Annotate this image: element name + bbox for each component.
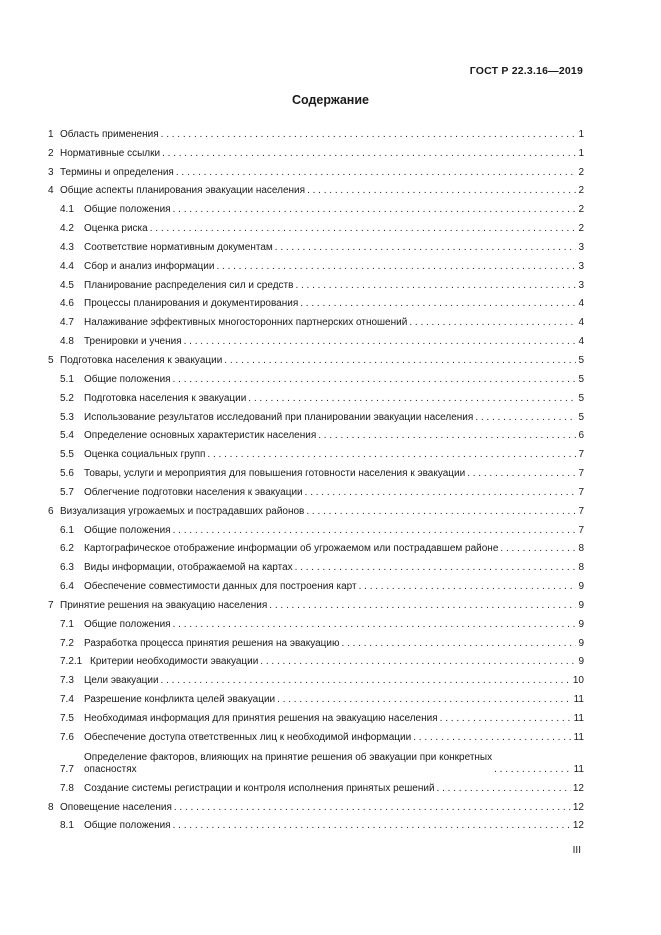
toc-dot-leader bbox=[173, 619, 577, 631]
toc-entry[interactable] bbox=[48, 424, 584, 443]
toc-entry[interactable] bbox=[48, 776, 584, 795]
toc-dot-leader bbox=[307, 185, 576, 197]
toc-entry-page: 12 bbox=[572, 801, 584, 813]
toc-entry-page: 7 bbox=[578, 468, 584, 480]
toc-entry-title: Виды информации, отображаемой на картах bbox=[84, 562, 293, 574]
toc-dot-leader bbox=[173, 525, 577, 537]
document-standard-code: ГОСТ Р 22.3.16—2019 bbox=[469, 65, 583, 77]
toc-entry-page: 12 bbox=[572, 782, 584, 794]
toc-dot-leader bbox=[184, 336, 577, 348]
toc-entry-number: 7 bbox=[48, 599, 54, 611]
toc-dot-leader bbox=[475, 412, 576, 424]
toc-entry-page: 2 bbox=[578, 204, 584, 216]
toc-dot-leader bbox=[150, 223, 577, 235]
toc-entry[interactable] bbox=[48, 254, 584, 273]
toc-dot-leader bbox=[269, 600, 576, 612]
toc-entry-title: Общие положения bbox=[84, 373, 171, 385]
toc-entry-title: Планирование распределения сил и средств bbox=[84, 279, 294, 291]
toc-dot-leader bbox=[440, 713, 572, 725]
toc-dot-leader bbox=[500, 543, 576, 555]
toc-dot-leader bbox=[161, 129, 577, 141]
toc-dot-leader bbox=[173, 820, 571, 832]
toc-dot-leader bbox=[174, 802, 571, 814]
toc-entry[interactable] bbox=[48, 650, 584, 669]
toc-entry-page: 2 bbox=[578, 166, 584, 178]
toc-entry-page: 9 bbox=[578, 581, 584, 593]
toc-entry-number: 4 bbox=[48, 185, 54, 197]
toc-entry-number: 6.3 bbox=[60, 562, 74, 574]
toc-entry-number: 5.6 bbox=[60, 468, 74, 480]
toc-entry-number: 8.1 bbox=[60, 820, 74, 832]
toc-entry-number: 5.7 bbox=[60, 486, 74, 498]
toc-entry-title: Оценка социальных групп bbox=[84, 449, 206, 461]
toc-entry-title: Обеспечение совместимости данных для построения карт bbox=[84, 581, 357, 593]
toc-entry[interactable] bbox=[48, 668, 584, 687]
toc-entry-title-line: Определение факторов, влияющих на принятие решения об эвакуации при конкретных bbox=[84, 751, 493, 763]
toc-entry[interactable] bbox=[48, 273, 584, 292]
toc-entry-title-line: опасностях bbox=[84, 763, 137, 775]
toc-entry[interactable] bbox=[48, 179, 584, 198]
toc-entry-title: Общие положения bbox=[84, 524, 171, 536]
toc-entry[interactable] bbox=[48, 687, 584, 706]
toc-entry-page: 10 bbox=[572, 675, 584, 687]
toc-entry[interactable] bbox=[48, 518, 584, 537]
toc-dot-leader bbox=[318, 430, 576, 442]
toc-entry-title: Критерии необходимости эвакуации bbox=[90, 656, 259, 668]
toc-entry-number: 5.2 bbox=[60, 392, 74, 404]
toc-entry[interactable] bbox=[48, 480, 584, 499]
toc-entry-number: 5 bbox=[48, 354, 54, 366]
toc-entry-title: Нормативные ссылки bbox=[60, 147, 161, 159]
toc-entry[interactable] bbox=[48, 593, 584, 612]
toc-entry-page: 7 bbox=[578, 524, 584, 536]
toc-entry-title: Принятие решения на эвакуацию населения bbox=[60, 599, 268, 611]
toc-entry-number: 4.1 bbox=[60, 204, 74, 216]
toc-entry-page: 12 bbox=[572, 820, 584, 832]
toc-entry-number: 4.3 bbox=[60, 241, 74, 253]
toc-entry-title: Термины и определения bbox=[60, 166, 174, 178]
toc-entry-title: Облегчение подготовки населения к эвакуации bbox=[84, 486, 303, 498]
toc-entry-title: Использование результатов исследований при планировании эвакуации населения bbox=[84, 411, 474, 423]
toc-entry-title: Общие положения bbox=[84, 204, 171, 216]
toc-entry-page: 9 bbox=[578, 656, 584, 668]
toc-dot-leader bbox=[224, 355, 576, 367]
toc-entry[interactable] bbox=[48, 310, 584, 329]
toc-entry-page: 9 bbox=[578, 637, 584, 649]
toc-entry-number: 4.5 bbox=[60, 279, 74, 291]
toc-entry-number: 6 bbox=[48, 505, 54, 517]
toc-entry-number: 7.2.1 bbox=[60, 656, 83, 668]
toc-entry[interactable] bbox=[48, 329, 584, 348]
toc-entry-number: 7.8 bbox=[60, 782, 74, 794]
toc-entry-title: Процессы планирования и документирования bbox=[84, 298, 299, 310]
toc-entry-title: Налаживание эффективных многосторонних партнерских отношений bbox=[84, 317, 408, 329]
toc-entry-number: 7.2 bbox=[60, 637, 74, 649]
toc-entry-page: 6 bbox=[578, 430, 584, 442]
toc-entry-number: 6.2 bbox=[60, 543, 74, 555]
toc-entry[interactable] bbox=[48, 442, 584, 461]
toc-entry[interactable] bbox=[48, 197, 584, 216]
toc-entry-number: 2 bbox=[48, 147, 54, 159]
toc-entry-title: Область применения bbox=[60, 128, 159, 140]
toc-entry-page: 8 bbox=[578, 562, 584, 574]
toc-entry-title: Подготовка населения к эвакуации bbox=[60, 354, 223, 366]
toc-dot-leader bbox=[162, 148, 576, 160]
toc-entry-number: 4.8 bbox=[60, 336, 74, 348]
toc-dot-leader bbox=[173, 374, 577, 386]
page-title: Содержание bbox=[291, 93, 369, 107]
toc-dot-leader bbox=[207, 449, 576, 461]
toc-entry-page: 5 bbox=[578, 411, 584, 423]
toc-entry-number: 7.3 bbox=[60, 675, 74, 687]
toc-entry-number: 6.1 bbox=[60, 524, 74, 536]
toc-dot-leader bbox=[306, 506, 576, 518]
toc-entry[interactable] bbox=[48, 555, 584, 574]
toc-entry-page: 5 bbox=[578, 373, 584, 385]
toc-entry-page: 1 bbox=[578, 147, 584, 159]
toc-dot-leader bbox=[161, 675, 571, 687]
toc-entry-page: 3 bbox=[578, 241, 584, 253]
toc-entry-title: Тренировки и учения bbox=[84, 336, 182, 348]
toc-entry-page: 5 bbox=[578, 354, 584, 366]
toc-entry-number: 5.4 bbox=[60, 430, 74, 442]
toc-entry-number: 7.5 bbox=[60, 713, 74, 724]
toc-dot-leader bbox=[467, 468, 576, 480]
toc-entry-page: 11 bbox=[573, 763, 584, 775]
toc-entry-number: 8 bbox=[48, 801, 54, 813]
toc-entry-number: 4.2 bbox=[60, 223, 74, 235]
toc-entry-number: 4.6 bbox=[60, 298, 74, 310]
toc-dot-leader bbox=[341, 638, 576, 650]
toc-entry-title: Определение основных характеристик населения bbox=[84, 430, 317, 442]
toc-entry-number: 5.3 bbox=[60, 411, 74, 423]
toc-dot-leader bbox=[176, 167, 577, 179]
toc-entry-title: Оповещение населения bbox=[60, 801, 172, 813]
toc-dot-leader bbox=[260, 656, 576, 668]
toc-entry-page: 11 bbox=[573, 694, 584, 706]
toc-entry[interactable] bbox=[48, 499, 584, 518]
toc-dot-leader bbox=[295, 280, 576, 292]
toc-entry-number: 7.7 bbox=[60, 763, 74, 775]
toc-entry-number: 5.5 bbox=[60, 449, 74, 461]
toc-entry-page: 8 bbox=[578, 543, 584, 555]
page-number: III bbox=[572, 845, 581, 856]
toc-entry[interactable] bbox=[48, 725, 584, 744]
toc-entry-title: Необходимая информация для принятия решения на эвакуацию населения bbox=[84, 713, 438, 724]
toc-entry-title: Картографическое отображение информации об угрожаемом или пострадавшем районе bbox=[84, 543, 499, 555]
toc-entry-title bbox=[84, 752, 492, 776]
toc-dot-leader bbox=[173, 204, 577, 216]
toc-entry[interactable] bbox=[48, 160, 584, 179]
toc-entry[interactable] bbox=[48, 744, 584, 776]
toc-entry[interactable] bbox=[48, 405, 584, 424]
toc-entry-title: Цели эвакуации bbox=[84, 675, 159, 687]
toc-entry-title: Подготовка населения к эвакуации bbox=[84, 392, 247, 404]
toc-entry[interactable] bbox=[48, 795, 584, 814]
toc-entry-title: Общие положения bbox=[84, 618, 171, 630]
toc-entry-page: 2 bbox=[578, 223, 584, 235]
toc-entry[interactable] bbox=[48, 814, 584, 833]
toc-entry[interactable] bbox=[48, 348, 584, 367]
toc-dot-leader bbox=[295, 562, 577, 574]
toc-entry-title: Оценка риска bbox=[84, 223, 148, 235]
toc-entry[interactable] bbox=[48, 631, 584, 650]
toc-entry-page: 3 bbox=[578, 279, 584, 291]
toc-entry-page: 9 bbox=[578, 618, 584, 630]
toc-entry-title: Разработка процесса принятия решения на эвакуацию bbox=[84, 637, 340, 649]
toc-dot-leader bbox=[277, 694, 571, 706]
toc-entry[interactable] bbox=[48, 386, 584, 405]
toc-entry-number: 7.1 bbox=[60, 618, 74, 630]
toc-entry-title: Разрешение конфликта целей эвакуации bbox=[84, 694, 276, 706]
toc-entry-page: 4 bbox=[578, 298, 584, 310]
toc-dot-leader bbox=[275, 242, 577, 254]
toc-dot-leader bbox=[305, 487, 577, 499]
toc-entry-page: 1 bbox=[578, 128, 584, 140]
toc-entry-title: Сбор и анализ информации bbox=[84, 260, 215, 272]
toc-dot-leader bbox=[248, 393, 576, 405]
toc-entry[interactable] bbox=[48, 292, 584, 311]
toc-dot-leader bbox=[494, 764, 572, 776]
toc-entry-page: 9 bbox=[578, 599, 584, 611]
toc-entry[interactable] bbox=[48, 612, 584, 631]
toc-entry-title: Общие положения bbox=[84, 820, 171, 832]
toc-dot-leader bbox=[300, 298, 576, 310]
toc-entry-number: 7.4 bbox=[60, 694, 74, 706]
toc-entry-title: Визуализация угрожаемых и пострадавших районов bbox=[60, 505, 305, 517]
toc-entry-title: Общие аспекты планирования эвакуации населения bbox=[60, 185, 306, 197]
toc-entry-page: 3 bbox=[578, 260, 584, 272]
toc-entry[interactable] bbox=[48, 367, 584, 386]
toc-entry-page: 7 bbox=[578, 505, 584, 517]
toc-entry[interactable] bbox=[48, 141, 584, 160]
toc-entry[interactable] bbox=[48, 122, 584, 141]
toc-entry[interactable] bbox=[48, 235, 584, 254]
toc-entry-number: 3 bbox=[48, 166, 54, 178]
toc-entry[interactable] bbox=[48, 574, 584, 593]
toc-entry[interactable] bbox=[48, 537, 584, 556]
toc-entry-number: 4.4 bbox=[60, 260, 74, 272]
toc-entry-page: 5 bbox=[578, 392, 584, 404]
toc-entry-title: Создание системы регистрации и контроля исполнения принятых решений bbox=[84, 782, 435, 794]
toc-entry-title: Товары, услуги и мероприятия для повышения готовности населения к эвакуации bbox=[84, 468, 466, 480]
toc-entry-number: 7.6 bbox=[60, 731, 74, 743]
toc-dot-leader bbox=[359, 581, 577, 593]
toc-entry-number: 4.7 bbox=[60, 317, 74, 329]
toc-entry-page: 7 bbox=[578, 449, 584, 461]
toc-entry-page: 7 bbox=[578, 486, 584, 498]
toc-entry-number: 5.1 bbox=[60, 373, 74, 385]
toc-entry[interactable] bbox=[48, 706, 584, 725]
toc-entry-page: 2 bbox=[578, 185, 584, 197]
table-of-contents bbox=[48, 122, 584, 832]
toc-entry-page: 4 bbox=[578, 317, 584, 329]
toc-entry-number: 6.4 bbox=[60, 581, 74, 593]
toc-dot-leader bbox=[216, 261, 576, 273]
toc-entry-page: 4 bbox=[578, 336, 584, 348]
toc-entry[interactable] bbox=[48, 461, 584, 480]
toc-entry-number: 1 bbox=[48, 128, 54, 140]
toc-dot-leader bbox=[409, 317, 576, 329]
toc-dot-leader bbox=[413, 732, 571, 744]
toc-dot-leader bbox=[437, 783, 571, 795]
toc-entry-page: 11 bbox=[573, 713, 584, 724]
toc-entry-title: Соответствие нормативным документам bbox=[84, 241, 273, 253]
toc-entry-title: Обеспечение доступа ответственных лиц к необходимой информации bbox=[84, 731, 412, 743]
toc-entry[interactable] bbox=[48, 216, 584, 235]
toc-entry-page: 11 bbox=[573, 731, 584, 743]
